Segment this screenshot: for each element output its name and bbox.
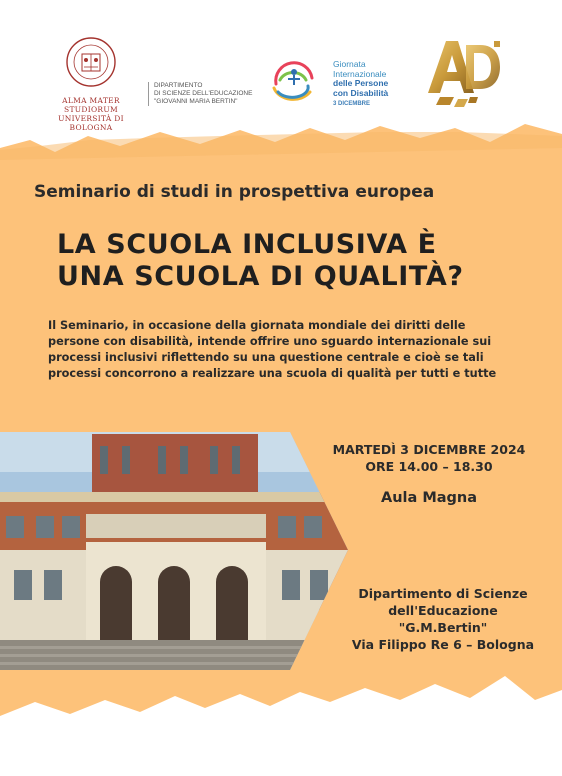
event-date: MARTEDÌ 3 DICEMBRE 2024	[332, 442, 526, 457]
event-address	[333, 585, 553, 653]
seminar-subtitle: Seminario di studi in prospettiva europea	[34, 182, 435, 202]
event-room: Aula Magna	[380, 490, 478, 506]
address-line1: Dipartimento di Scienze	[358, 586, 528, 601]
dept-line1: DIPARTIMENTO	[154, 82, 203, 89]
seminar-title	[57, 229, 527, 293]
dept-line3: "GIOVANNI MARIA BERTIN"	[154, 98, 238, 105]
title-line2: UNA SCUOLA DI QUALITÀ?	[57, 261, 464, 292]
address-line2: dell'Educazione	[388, 603, 498, 618]
seminar-description	[48, 318, 538, 382]
disability-day-logo	[333, 60, 388, 110]
title-line1: LA SCUOLA INCLUSIVA È	[57, 229, 437, 260]
giornata-line2: Internazionale	[333, 68, 387, 79]
building-photo-icon	[0, 432, 348, 670]
event-date-time	[314, 441, 544, 475]
address-line4: Via Filippo Re 6 – Bologna	[351, 637, 535, 652]
unibo-logo	[36, 36, 146, 132]
event-time: ORE 14.00 – 18.30	[365, 459, 493, 474]
dept-line2: DI SCIENZE DELL'EDUCAZIONE	[154, 90, 253, 97]
address-line3: "G.M.Bertin"	[398, 620, 488, 635]
description-line: processi concorrono a realizzare una scuola di qualità per tutti e tutte	[48, 367, 497, 380]
unibo-seal-icon	[65, 36, 117, 88]
unibo-name-line1: ALMA MATER STUDIORUM	[62, 96, 120, 114]
unibo-name-line2: UNIVERSITÀ DI BOLOGNA	[58, 114, 124, 132]
disability-day-icon	[266, 58, 322, 102]
adi-logo-icon	[424, 35, 504, 111]
description-line: processi inclusivi riflettendo su una questione centrale e cioè se tali	[48, 351, 484, 364]
description-line: persone con disabilità, intende offrire uno sguardo internazionale sui	[48, 335, 492, 348]
description-line: Il Seminario, in occasione della giornata mondiale dei diritti delle	[48, 319, 466, 332]
giornata-line1: Giornata	[333, 59, 366, 69]
giornata-line3: delle Persone	[333, 78, 389, 88]
giornata-date: 3 DICEMBRE	[333, 101, 371, 107]
department-logo	[148, 82, 252, 106]
giornata-line4: con Disabilità	[333, 87, 389, 98]
